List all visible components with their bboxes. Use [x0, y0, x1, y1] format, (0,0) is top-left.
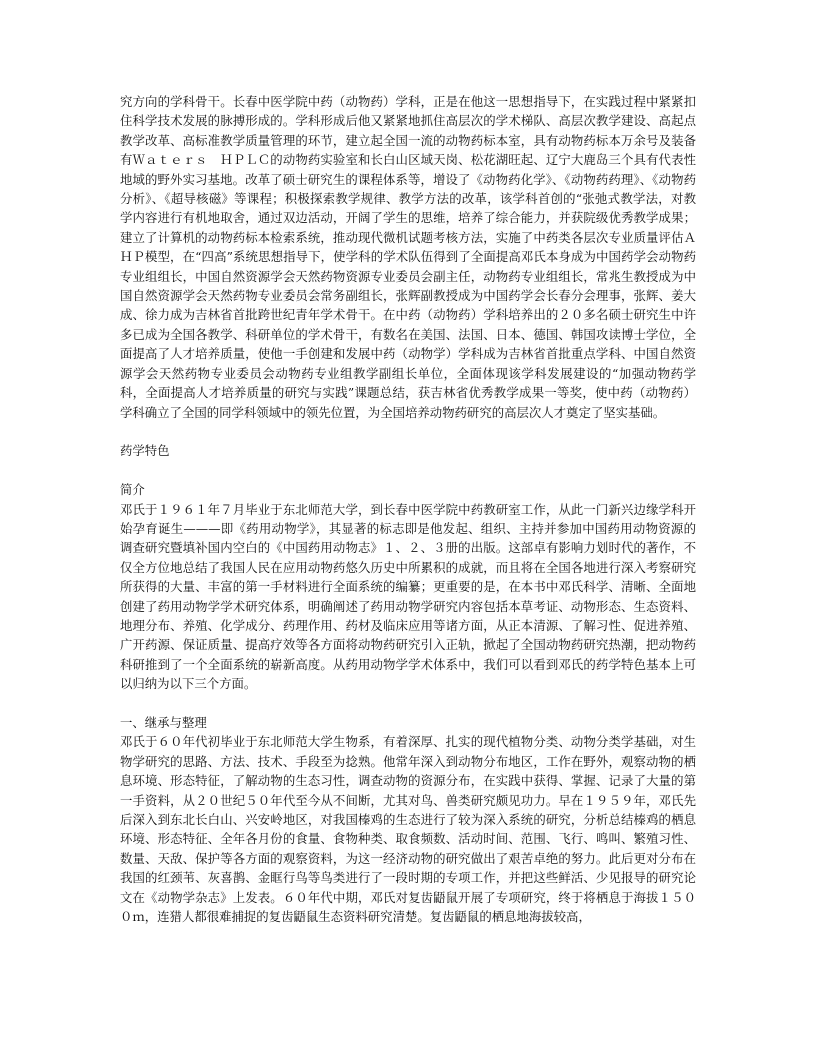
paragraph-gap — [120, 461, 696, 480]
body-paragraph-3: 邓氏于６０年代初毕业于东北师范大学生物系，有着深厚、扎实的现代植物分类、动物分类学基础，对生物学研究的思路、方法、技术、手段至为捻熟。他常年深入到动物分布地区，工作在野外，观察动物的栖息环境、形态特征，了解动物的生态习性，调查动物的资源分布，在实践中获得、掌握、记录了大量的第一手资料，从２０世纪５０年代至今从不间断，尤其对鸟、兽类研究颇见功力。早在１９５９年，邓氏先后深入到东北长白山、兴安岭地区，对我国榛鸡的生态进行了较为深入系统的研究，分析总结榛鸡的栖息环境、形态特征、全年各月份的食量、食物种类、取食频数、活动时间、范围、飞行、鸣叫、繁殖习性、数量、天敌、保护等各方面的观察资料，为这一经济动物的研究做出了艰苦卓绝的努力。此后更对分布在我国的红颈苇、灰喜鹊、金眶行鸟等鸟类进行了一段时期的专项工作，并把这些鲜活、少见报导的研究论文在《动物学杂志》上发表。６０年代中期，邓氏对复齿鼯鼠开展了专项研究，终于将栖息于海拔１５００ｍ，连猎人都很难捕捉的复齿鼯鼠生态资料研究清楚。复齿鼯鼠的栖息地海拔较高， — [120, 734, 696, 925]
document-body — [120, 92, 696, 926]
section-heading-introduction: 简介 — [120, 482, 145, 498]
section-heading-pharmacy-features: 药学特色 — [120, 443, 170, 459]
body-paragraph-1: 究方向的学科骨干。长春中医学院中药（动物药）学科，正是在他这一思想指导下，在实践过程中紧紧扣住科学技术发展的脉搏形成的。学科形成后他又紧紧地抓住高层次的学术梯队、高层次教学建设、高起点教学改革、高标准教学质量管理的环节，建立起全国一流的动物药标本室，具有动物药标本万余号及装备有Ｗａｔｅｒｓ ＨＰＬＣ的动物药实验室和长白山区域天岗、松花湖旺起、辽宁大鹿岛三个具有代表性地域的野外实习基地。改革了硕士研究生的课程体系等，增设了《动物药化学》、《动物药药理》、《动物药分析》、《超导核磁》等课程；积极探索教学规律、教学方法的改革，该学科首创的“张弛式教学法，对教学内容进行有机地取舍，通过双边活动，开阔了学生的思维，培养了综合能力，并获院级优秀教学成果；建立了计算机的动物药标本检索系统，推动现代微机试题考核方法，实施了中药类各层次专业质量评估ＡＨＰ模型，在“四高”系统思想指导下，使学科的学术队伍得到了全面提高邓氏本身成为中国药学会动物药专业组组长，中国自然资源学会天然药物资源专业委员会副主任，动物药专业组组长，常兆生教授成为中国自然资源学会天然药物专业委员会常务副组长，张辉副教授成为中国药学会长春分会理事，张辉、姜大成、徐力成为吉林省首批跨世纪青年学术骨干。在中药（动物药）学科培养出的２０多名硕士研究生中许多已成为全国各教学、科研单位的学术骨干，有数名在美国、法国、日本、德国、韩国攻读博士学位，全面提高了人才培养质量，使他一手创建和发展中药（动物学）学科成为吉林省首批重点学科、中国自然资源学会天然药物专业委员会动物药专业组教学副组长单位，全面体现该学科发展建设的“加强动物药学科，全面提高人才培养质量的研究与实践”课题总结，获吉林省优秀教学成果一等奖，使中药（动物药）学科确立了全国的同学科领域中的领先位置，为全国培养动物药研究的高层次人才奠定了坚实基础。 — [120, 94, 696, 420]
section-heading-inheritance: 一、继承与整理 — [120, 714, 207, 730]
body-paragraph-2: 邓氏于１９６１年７月毕业于东北师范大学，到长春中医学院中药教研室工作，从此一门新兴边缘学科开始孕育诞生———即《药用动物学》，其显著的标志即是他发起、组织、主持并参加中国药用动物资源的调查研究暨填补国内空白的《中国药用动物志》１、２、３册的出版。这部卓有影响力划时代的著作，不仅全方位地总结了我国人民在应用动物药悠久历史中所累积的成就，而且将在全国各地进行深入考察研究所获得的大量、丰富的第一手材料进行全面系统的编纂；更重要的是，在本书中邓氏科学、清晰、全面地创建了药用动物学学术研究体系，明确阐述了药用动物学研究内容包括本草考证、动物形态、生态资料、地理分布、养殖、化学成分、药理作用、药材及临床应用等诸方面，从正本清源、了解习性、促进养殖、广开药源、保证质量、提高疗效等各方面将动物药研究引入正轨，掀起了全国动物药研究热潮，把动物药科研推到了一个全面系统的崭新高度。从药用动物学学术体系中，我们可以看到邓氏的药学特色基本上可以归纳为以下三个方面。 — [120, 501, 696, 692]
paragraph-gap — [120, 422, 696, 441]
paragraph-gap — [120, 694, 696, 713]
